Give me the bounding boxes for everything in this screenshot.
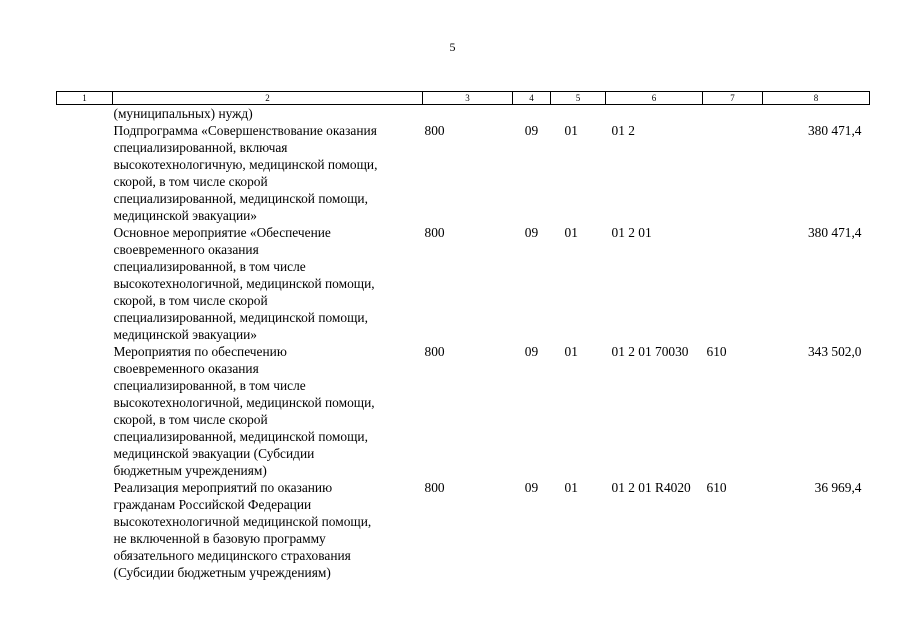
row-amount: 380 471,4 [807, 123, 862, 138]
row-amount: 380 471,4 [807, 225, 862, 240]
row-name-cell [113, 105, 423, 123]
row-code4: 09 [524, 123, 539, 138]
row-code4: 09 [524, 225, 539, 240]
row-code5: 01 [564, 123, 578, 138]
row-code6: 01 2 [611, 123, 635, 138]
header-col-4: 4 [513, 92, 551, 105]
header-col-2: 2 [113, 92, 423, 105]
row-code7: 610 [706, 344, 727, 359]
row-code3: 800 [424, 480, 445, 495]
row-name: (муниципальных) нужд) [113, 106, 253, 121]
row-code7: 610 [706, 480, 727, 495]
row-name: Реализация мероприятий по оказанию гражданам Российской Федерации высокотехнологичной медицинской помощи, не включенной в базовую программу обязательного медицинского страхования (Субсидии бюджетным учреждениям) [113, 480, 372, 580]
row-code7 [703, 224, 763, 343]
row-code5 [551, 105, 606, 123]
row-name: Основное мероприятие «Обеспечение своевременного оказания специализированной, в том числе высокотехнологичной, медицинской помощи, скорой, в том числе скорой специализированной, медицинской помощи, медицинской эвакуации» [113, 225, 375, 342]
row-amount [763, 105, 870, 123]
page-number: 5 [449, 40, 456, 54]
header-col-5: 5 [551, 92, 606, 105]
row-code3: 800 [424, 225, 445, 240]
row-name-cell [113, 224, 423, 343]
row-code7 [703, 122, 763, 224]
row-number-cell [57, 224, 113, 343]
header-col-8: 8 [763, 92, 870, 105]
table-row [57, 105, 870, 123]
row-code6: 01 2 01 70030 [611, 344, 689, 359]
table-row [57, 224, 870, 343]
row-code3 [423, 105, 513, 123]
header-col-6: 6 [606, 92, 703, 105]
header-col-7: 7 [703, 92, 763, 105]
row-name-cell [113, 479, 423, 581]
header-row [57, 92, 870, 105]
row-code3: 800 [424, 123, 445, 138]
table-row [57, 479, 870, 581]
row-name-cell [113, 122, 423, 224]
row-code6: 01 2 01 R4020 [611, 480, 691, 495]
budget-table [56, 91, 870, 581]
row-code4 [513, 105, 551, 123]
row-code6: 01 2 01 [611, 225, 652, 240]
row-code4: 09 [524, 344, 539, 359]
row-number-cell [57, 122, 113, 224]
row-name-cell [113, 343, 423, 479]
row-name: Мероприятия по обеспечению своевременного оказания специализированной, в том числе высокотехнологичной, медицинской помощи, скорой, в том числе скорой специализированной, медицинской помощи, медицинской эвакуации (Субсидии бюджетным учреждениям) [113, 344, 375, 478]
row-number-cell [57, 479, 113, 581]
row-name: Подпрограмма «Совершенствование оказания специализированной, включая высокотехнологичную, медицинской помощи, скорой, в том числе скорой специализированной, медицинской помощи, медицинской эвакуации» [113, 123, 378, 223]
row-amount: 36 969,4 [814, 480, 862, 495]
row-number-cell [57, 343, 113, 479]
table-row [57, 343, 870, 479]
row-code4: 09 [524, 480, 539, 495]
row-code5: 01 [564, 480, 578, 495]
row-code6 [606, 105, 703, 123]
row-number-cell [57, 105, 113, 123]
row-code5: 01 [564, 344, 578, 359]
header-col-1: 1 [57, 92, 113, 105]
row-code5: 01 [564, 225, 578, 240]
header-col-3: 3 [423, 92, 513, 105]
row-code7 [703, 105, 763, 123]
row-code3: 800 [424, 344, 445, 359]
table-row [57, 122, 870, 224]
row-amount: 343 502,0 [807, 344, 862, 359]
